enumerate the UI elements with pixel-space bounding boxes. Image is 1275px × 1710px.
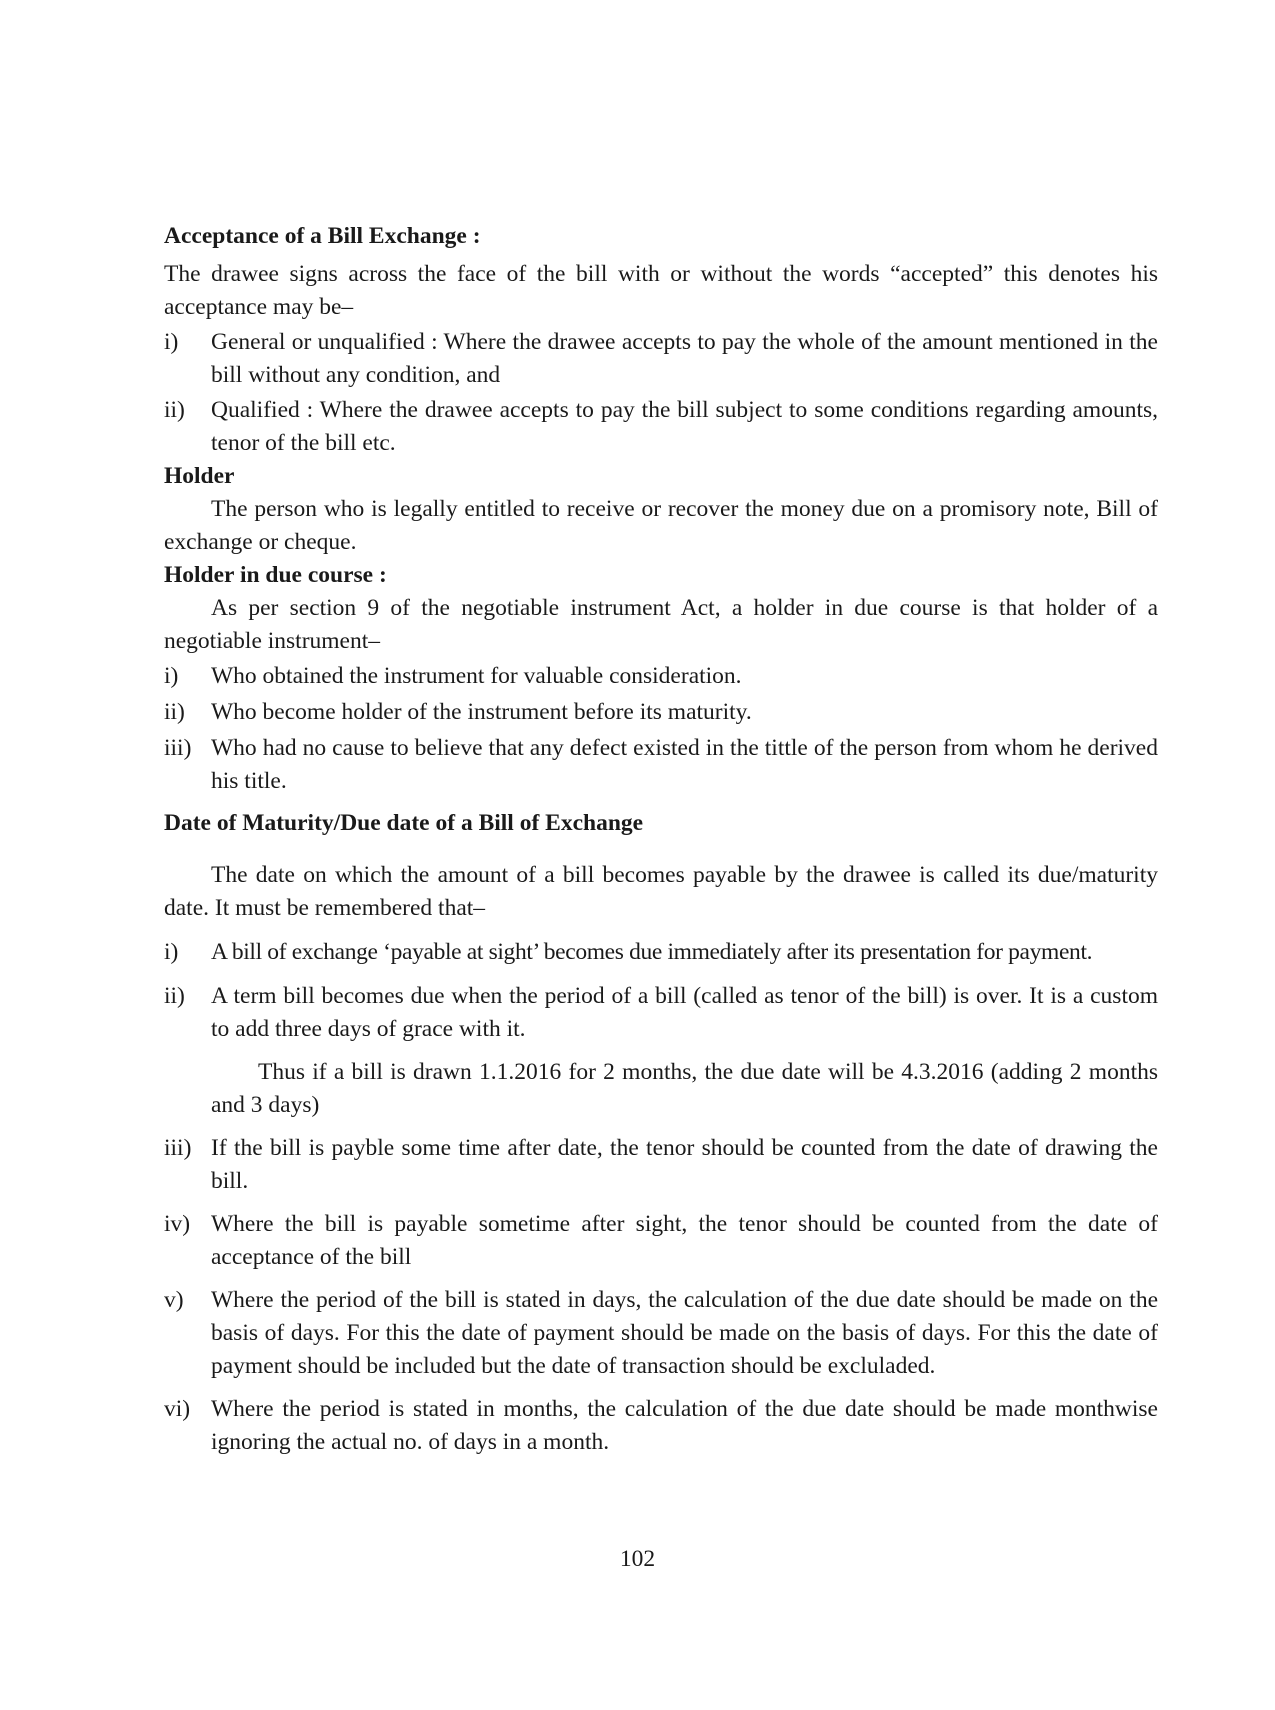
- list-item-number: ii): [164, 983, 185, 1009]
- list-item-text: Who had no cause to believe that any defect existed in the tittle of the person from whom he derived his title.: [211, 735, 1158, 794]
- list-item: [164, 696, 1158, 729]
- maturity-example: Thus if a bill is drawn 1.1.2016 for 2 months, the due date will be 4.3.2016 (adding 2 months and 3 days): [211, 1059, 1158, 1118]
- list-item-text: Qualified : Where the drawee accepts to pay the bill subject to some conditions regarding amounts, tenor of the bill etc.: [211, 397, 1158, 456]
- list-item-number: iii): [164, 735, 192, 761]
- list-item: [164, 936, 1158, 969]
- list-item: [164, 1393, 1158, 1459]
- heading-acceptance: Acceptance of a Bill Exchange :: [164, 223, 481, 249]
- list-item: [164, 980, 1158, 1046]
- heading-holder-due-course: Holder in due course :: [164, 562, 387, 588]
- list-item: [164, 394, 1158, 460]
- page-content: [164, 220, 1158, 1459]
- list-item-number: i): [164, 939, 179, 965]
- list-item-number: i): [164, 663, 179, 689]
- list-item-number: ii): [164, 397, 185, 423]
- acceptance-intro: The drawee signs across the face of the bill with or without the words “accepted” this denotes his acceptance may be–: [164, 261, 1158, 320]
- list-item-number: ii): [164, 699, 185, 725]
- holder-text: The person who is legally entitled to receive or recover the money due on a promisory note, Bill of exchange or cheque.: [164, 496, 1158, 555]
- acceptance-list: [164, 326, 1158, 460]
- list-item-number: v): [164, 1287, 184, 1313]
- list-item-text: Who obtained the instrument for valuable consideration.: [211, 663, 742, 689]
- list-item: [164, 1208, 1158, 1274]
- list-item: [164, 660, 1158, 693]
- list-item-number: vi): [164, 1396, 191, 1422]
- list-item: [164, 732, 1158, 798]
- list-item-text: If the bill is payble some time after date, the tenor should be counted from the date of drawing the bill.: [211, 1135, 1158, 1194]
- list-item-text: Where the period of the bill is stated in days, the calculation of the due date should be made on the basis of days. For this the date of payment should be made on the basis of days. For this the date of payment should be included but the date of transaction should be excluladed.: [211, 1287, 1158, 1379]
- list-item-text: Where the bill is payable sometime after sight, the tenor should be counted from the date of acceptance of the bill: [211, 1211, 1158, 1270]
- list-item: [164, 1284, 1158, 1383]
- list-item-number: iv): [164, 1211, 191, 1237]
- list-item-text: General or unqualified : Where the drawee accepts to pay the whole of the amount mentioned in the bill without any condition, and: [211, 329, 1158, 388]
- holder-due-course-intro: As per section 9 of the negotiable instrument Act, a holder in due course is that holder of a negotiable instrument–: [164, 595, 1158, 654]
- list-item-text: Who become holder of the instrument before its maturity.: [211, 699, 752, 725]
- heading-maturity: Date of Maturity/Due date of a Bill of Exchange: [164, 810, 644, 836]
- list-item-text: Where the period is stated in months, the calculation of the due date should be made monthwise ignoring the actual no. of days in a month.: [211, 1396, 1158, 1455]
- holder-due-course-list: [164, 660, 1158, 798]
- maturity-intro: The date on which the amount of a bill becomes payable by the drawee is called its due/maturity date. It must be remembered that–: [164, 862, 1158, 921]
- maturity-list: [164, 936, 1158, 1459]
- list-item: [164, 326, 1158, 392]
- heading-holder: Holder: [164, 463, 235, 489]
- list-item-text: A term bill becomes due when the period of a bill (called as tenor of the bill) is over. It is a custom to add three days of grace with it.: [211, 983, 1158, 1042]
- list-item-text: A bill of exchange ‘payable at sight’ becomes due immediately after its presentation for payment.: [211, 939, 1093, 965]
- list-item-number: iii): [164, 1135, 192, 1161]
- list-item: [164, 1132, 1158, 1198]
- page-number: 102: [619, 1546, 656, 1572]
- list-item-number: i): [164, 329, 179, 355]
